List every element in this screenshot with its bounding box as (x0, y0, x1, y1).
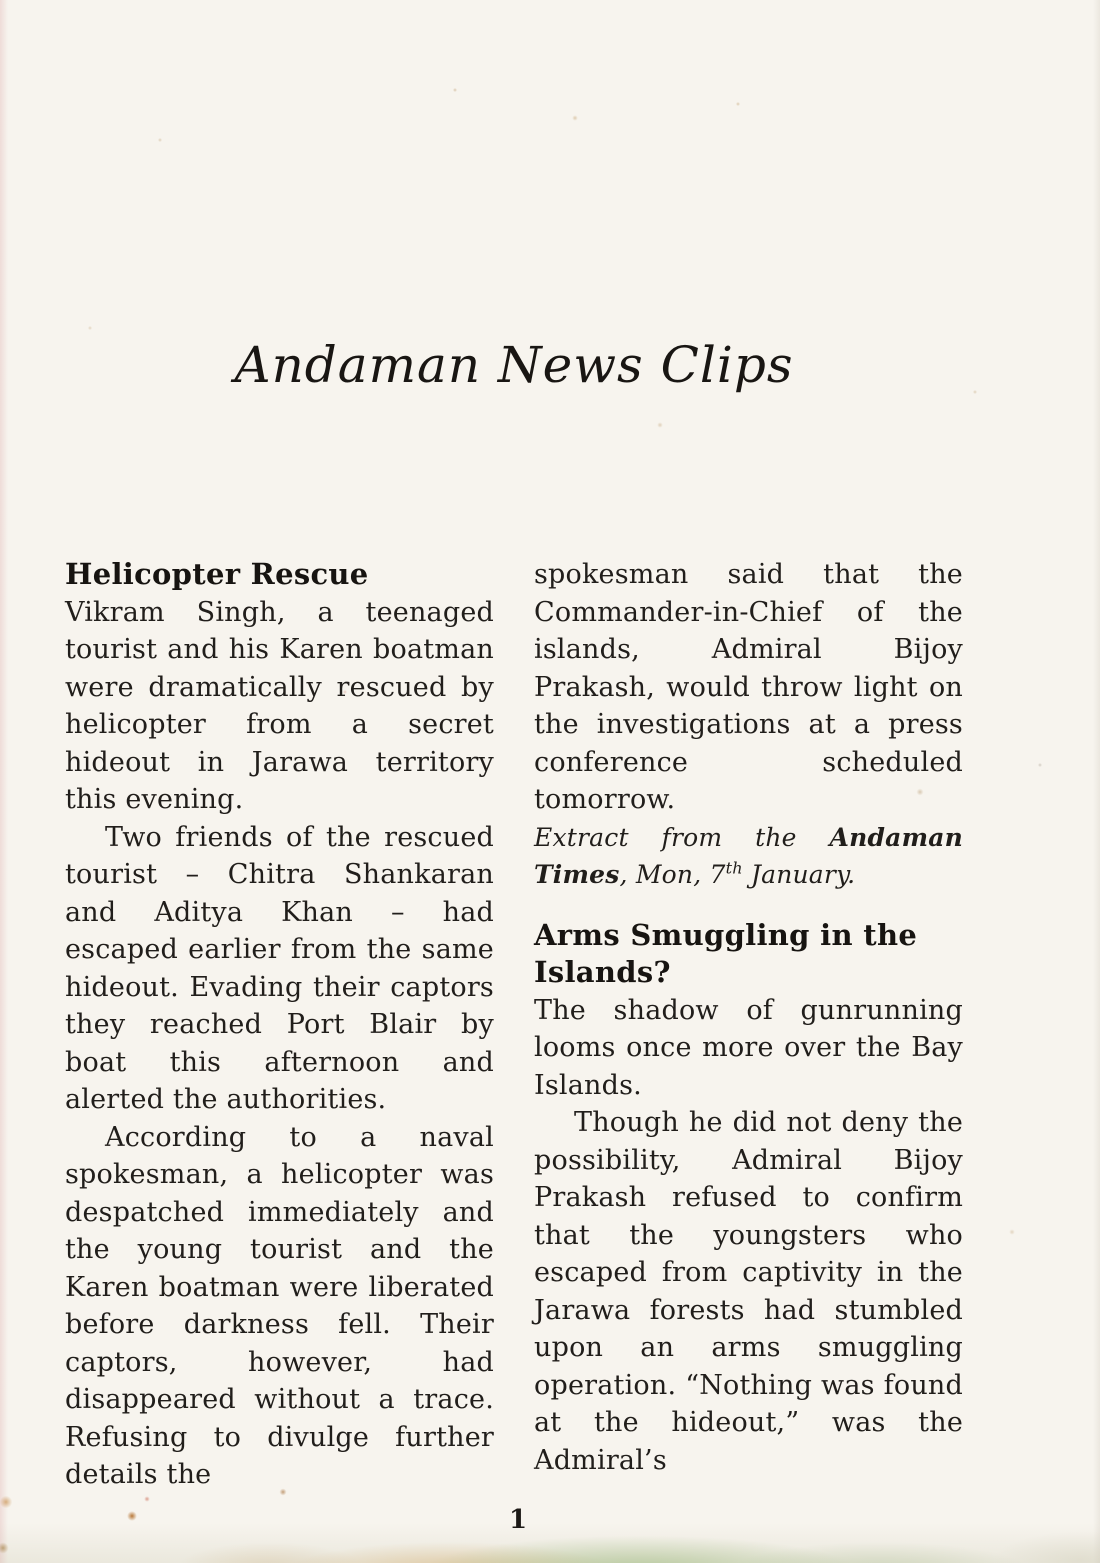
body-paragraph: Vikram Singh, a teenaged tourist and his Karen boatman were dramatically rescued by helicopter from a secret hideout in Jarawa territory this evening. (65, 596, 494, 815)
two-column-text-block (65, 556, 963, 1494)
body-paragraph: According to a naval spokesman, a helicopter was despatched immediately and the young tourist and the Karen boatman were liberated before darkness fell. Their captors, however, had disappeared without a trace. Refusing to divulge further details the (65, 1121, 494, 1490)
article-heading-arms-smuggling: Arms Smuggling in the Islands? (534, 917, 918, 989)
page-title: Andaman News Clips (234, 336, 794, 394)
attribution-text: January. (742, 859, 856, 889)
source-attribution (534, 819, 963, 893)
page-number: 1 (508, 1505, 528, 1535)
body-paragraph-continuation: spokesman said that the Commander-in-Chief of the islands, Admiral Bijoy Prakash, would throw light on the investigations at a press conference scheduled tomorrow. (534, 559, 963, 815)
attribution-text: , Mon, 7 (619, 859, 726, 889)
body-paragraph: The shadow of gunrunning looms once more over the Bay Islands. (534, 994, 963, 1101)
body-paragraph: Though he did not deny the possibility, Admiral Bijoy Prakash refused to confirm that the youngsters who escaped from captivity in the Jarawa forests had stumbled upon an arms smuggling operation. “Nothing was found at the hideout,” was the Admiral’s (534, 1107, 963, 1476)
left-column (65, 556, 494, 1494)
right-column (534, 556, 963, 1494)
ordinal-superscript: th (725, 858, 743, 878)
attribution-text: Extract from the (534, 822, 830, 852)
attribution-source-name: Andaman Times (534, 822, 963, 889)
article-heading-helicopter-rescue: Helicopter Rescue (65, 557, 369, 591)
body-paragraph: Two friends of the rescued tourist – Chitra Shankaran and Aditya Khan – had escaped earlier from the same hideout. Evading their captors they reached Port Blair by boat this afternoon and alerted the authorities. (65, 821, 494, 1115)
